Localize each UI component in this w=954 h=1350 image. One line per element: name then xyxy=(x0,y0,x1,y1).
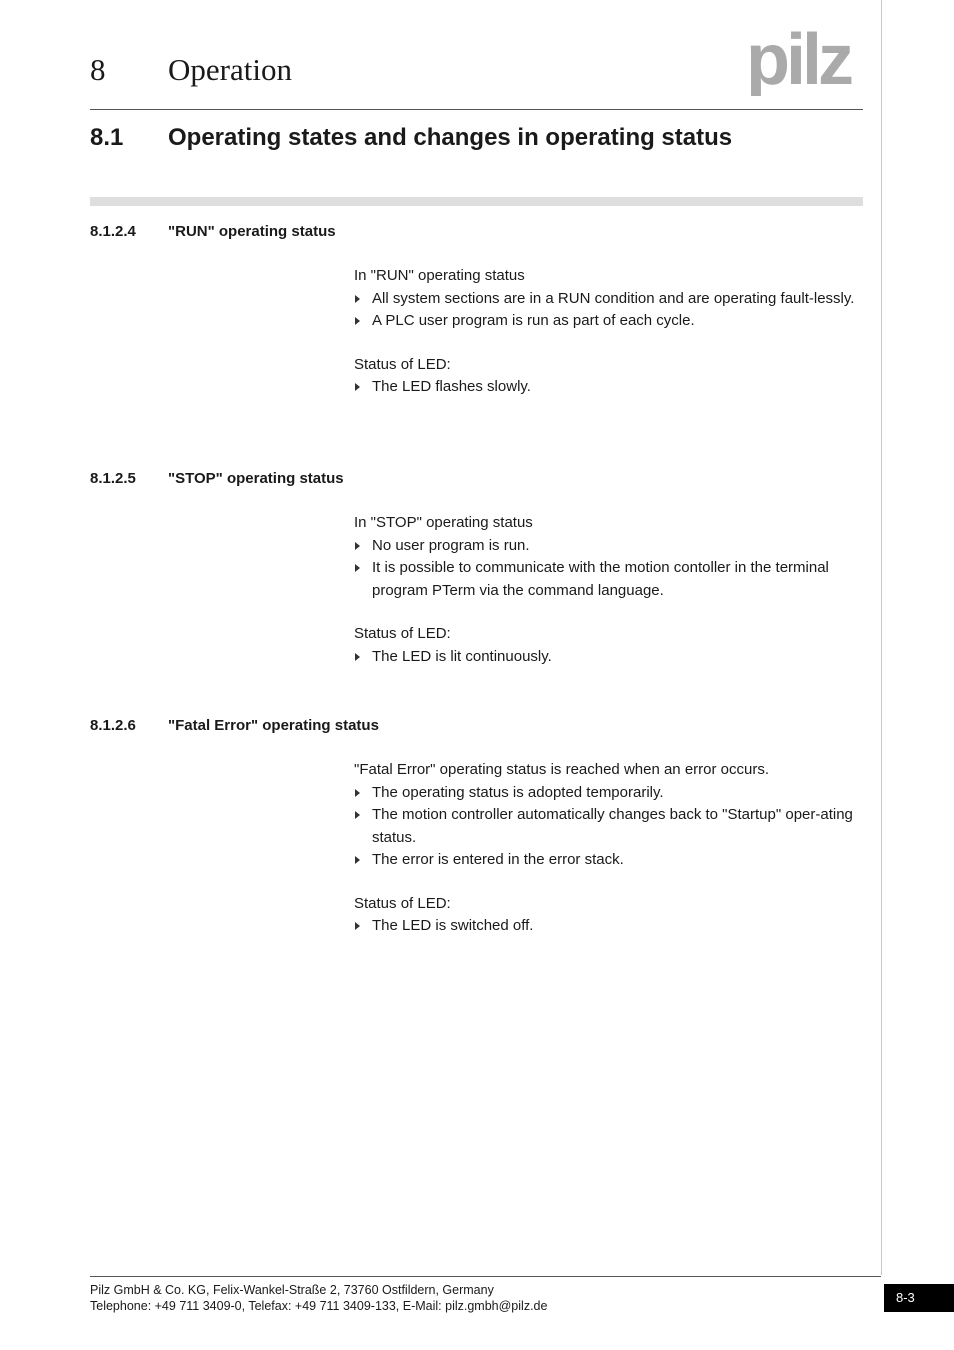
triangle-bullet-icon xyxy=(355,856,360,864)
pilz-logo-graphic xyxy=(746,26,866,96)
led-status-label: Status of LED: xyxy=(354,355,451,373)
triangle-bullet-icon xyxy=(355,789,360,797)
section-number: 8.1 xyxy=(90,124,124,151)
chapter-title: Operation xyxy=(168,52,292,87)
triangle-bullet-icon xyxy=(355,295,360,303)
list-item: It is possible to communicate with the motion contoller in the terminal program PTerm via the command language. xyxy=(354,557,864,602)
page-number-badge: 8-3 xyxy=(884,1284,954,1312)
page-margin-line xyxy=(881,0,882,1275)
header-rule xyxy=(90,109,863,110)
footer-contact: Telephone: +49 711 3409-0, Telefax: +49 711 3409-133, E-Mail: pilz.gmbh@pilz.de xyxy=(90,1299,548,1313)
subsection-title: "Fatal Error" operating status xyxy=(168,717,379,734)
intro-text: In "RUN" operating status xyxy=(354,267,525,284)
subsection-title: "STOP" operating status xyxy=(168,470,344,487)
bullet-list xyxy=(354,288,864,333)
list-item: The LED is switched off. xyxy=(354,915,864,938)
bullet-list xyxy=(354,782,864,872)
list-item: No user program is run. xyxy=(354,535,864,558)
led-bullet-list xyxy=(354,376,864,399)
subsection-number: 8.1.2.4 xyxy=(90,223,136,240)
footer-rule xyxy=(90,1276,881,1277)
list-item: The LED flashes slowly. xyxy=(354,376,864,399)
triangle-bullet-icon xyxy=(355,653,360,661)
list-item: All system sections are in a RUN condition and are operating fault-lessly. xyxy=(354,288,864,311)
subsection-body xyxy=(354,265,864,399)
triangle-bullet-icon xyxy=(355,811,360,819)
list-item: The LED is lit continuously. xyxy=(354,646,864,669)
list-item: The error is entered in the error stack. xyxy=(354,849,864,872)
logo-wordmark: pilz xyxy=(746,26,850,96)
footer-address: Pilz GmbH & Co. KG, Felix-Wankel-Straße 2, 73760 Ostfildern, Germany xyxy=(90,1283,494,1297)
subsection-title: "RUN" operating status xyxy=(168,223,336,240)
section-title: Operating states and changes in operating status xyxy=(168,124,733,151)
subsection-number: 8.1.2.6 xyxy=(90,717,136,734)
pilz-logo xyxy=(746,26,866,96)
subsection-body xyxy=(354,759,864,938)
section-divider-bar xyxy=(90,197,863,206)
led-status-label: Status of LED: xyxy=(354,625,451,642)
list-item: The motion controller automatically changes back to "Startup" oper-ating status. xyxy=(354,804,864,849)
intro-text: "Fatal Error" operating status is reached when an error occurs. xyxy=(354,761,770,778)
subsection-body xyxy=(354,512,864,668)
triangle-bullet-icon xyxy=(355,542,360,550)
list-item: The operating status is adopted temporarily. xyxy=(354,782,864,805)
intro-text: In "STOP" operating status xyxy=(354,514,533,531)
bullet-list xyxy=(354,535,864,603)
led-bullet-list xyxy=(354,915,864,938)
triangle-bullet-icon xyxy=(355,317,360,325)
chapter-number: 8 xyxy=(90,52,106,87)
subsection-number: 8.1.2.5 xyxy=(90,470,136,487)
triangle-bullet-icon xyxy=(355,922,360,930)
led-status-label: Status of LED: xyxy=(354,894,451,912)
list-item: A PLC user program is run as part of each cycle. xyxy=(354,310,864,333)
triangle-bullet-icon xyxy=(355,564,360,572)
led-bullet-list xyxy=(354,646,864,669)
triangle-bullet-icon xyxy=(355,383,360,391)
